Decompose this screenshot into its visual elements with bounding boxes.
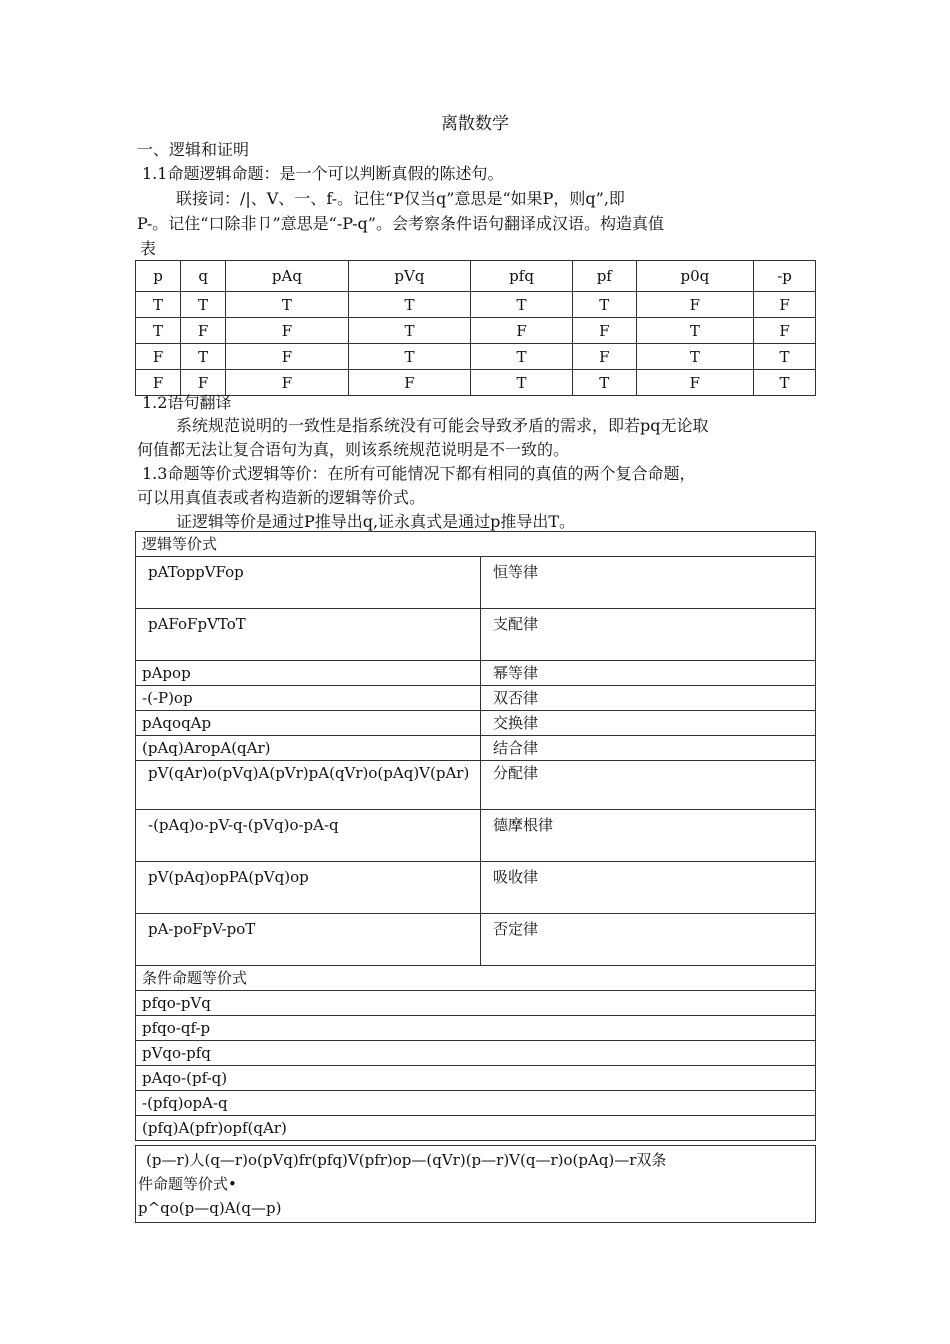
translation-line-1: 系统规范说明的一致性是指系统没有可能会导致矛盾的需求，即若pq无论取 <box>176 416 709 435</box>
equiv-row <box>136 609 816 661</box>
truth-table-cell: F <box>636 370 753 396</box>
truth-table-cell: T <box>572 370 636 396</box>
equiv-law: 恒等律 <box>481 557 816 609</box>
truth-table-cell: F <box>136 344 181 370</box>
truth-table-cell: F <box>471 318 573 344</box>
truth-table-header-cell: pfq <box>471 261 573 292</box>
equiv-formula: pAqoqAp <box>136 711 481 736</box>
cond-formula: pfqo-pVq <box>136 991 816 1016</box>
truth-table-header-cell: pf <box>572 261 636 292</box>
truth-table-cell: T <box>636 344 753 370</box>
bi-line-1: (p—r)人(q—r)o(pVq)fr(pfq)V(pfr)op—(qVr)(p—r)V(q—r)o(pAq)—r双条 <box>146 1151 667 1169</box>
equiv-formula: pV(pAq)opPA(pVq)op <box>136 862 481 914</box>
bi-line-2: 件命题等价式• <box>138 1175 237 1193</box>
equiv-law: 幂等律 <box>481 661 816 686</box>
equiv-formula: pAFoFpVToT <box>136 609 481 661</box>
equiv-formula: (pAq)AropA(qAr) <box>136 736 481 761</box>
truth-table-cell: T <box>754 370 816 396</box>
truth-table-cell: T <box>348 292 471 318</box>
equivalence-line-2: 可以用真值表或者构造新的逻辑等价式。 <box>137 488 426 507</box>
subsection-1-1: 1.1命题逻辑命题：是一个可以判断真假的陈述句。 <box>142 164 504 183</box>
truth-table-cell: T <box>136 318 181 344</box>
truth-table-cell: T <box>636 318 753 344</box>
equiv-formula: -(pAq)o-pV-q-(pVq)o-pA-q <box>136 810 481 862</box>
cond-row <box>136 1016 816 1041</box>
equiv-law: 结合律 <box>481 736 816 761</box>
equiv-row <box>136 557 816 609</box>
truth-table-cell: F <box>348 370 471 396</box>
equiv-row <box>136 914 816 966</box>
connectives-line-3: 表 <box>140 239 157 258</box>
connectives-line-1: 联接词：∕|、V、一、f-。记住“P仅当q”意思是“如果P，则q”,即 <box>176 189 625 208</box>
truth-table-cell: T <box>136 292 181 318</box>
equiv-law: 支配律 <box>481 609 816 661</box>
cond-formula: -(pfq)opA-q <box>136 1091 816 1116</box>
truth-table-cell: F <box>572 318 636 344</box>
truth-table-cell: T <box>754 344 816 370</box>
truth-table-cell: T <box>181 344 226 370</box>
equiv-law: 交换律 <box>481 711 816 736</box>
truth-table-cell: T <box>471 292 573 318</box>
cond-formula: pVqo-pfq <box>136 1041 816 1066</box>
truth-table-cell: T <box>348 318 471 344</box>
cond-header-row <box>136 966 816 991</box>
equivalence-line-3: 证逻辑等价是通过P推导出q,证永真式是通过p推导出T。 <box>176 512 576 531</box>
truth-table-header-cell: -p <box>754 261 816 292</box>
truth-table-header-cell: pAq <box>226 261 349 292</box>
equiv-formula: pV(qAr)o(pVq)A(pVr)pA(qVr)o(pAq)V(pAr) <box>136 761 481 810</box>
equiv-row <box>136 686 816 711</box>
equiv-row <box>136 761 816 810</box>
bi-line-3: p^qo(p—q)A(q—p) <box>138 1199 282 1217</box>
cond-formula: pfqo-qf-p <box>136 1016 816 1041</box>
equiv-law: 德摩根律 <box>481 810 816 862</box>
truth-table-cell: F <box>181 370 226 396</box>
equiv-row <box>136 862 816 914</box>
equiv-law: 否定律 <box>481 914 816 966</box>
truth-table-cell: T <box>226 292 349 318</box>
equiv-table-header-row <box>136 532 816 557</box>
equiv-table-header: 逻辑等价式 <box>136 532 816 557</box>
truth-table-cell: F <box>226 318 349 344</box>
equiv-formula: pA-poFpV-poT <box>136 914 481 966</box>
cond-row <box>136 1091 816 1116</box>
truth-table-cell: T <box>348 344 471 370</box>
equiv-law: 吸收律 <box>481 862 816 914</box>
truth-table-cell: F <box>636 292 753 318</box>
truth-table-cell: F <box>572 344 636 370</box>
equiv-law: 双否律 <box>481 686 816 711</box>
cond-row <box>136 991 816 1016</box>
cond-formula: (pfq)A(pfr)opf(qAr) <box>136 1116 816 1141</box>
subsection-1-3: 1.3命题等价式逻辑等价：在所有可能情况下都有相同的真值的两个复合命题， <box>142 464 696 483</box>
truth-table-row <box>136 370 816 396</box>
subsection-1-2: 1.2语句翻译 <box>142 393 232 412</box>
equiv-law: 分配律 <box>481 761 816 810</box>
truth-table-header-cell: q <box>181 261 226 292</box>
cond-equiv-header: 条件命题等价式 <box>136 966 816 991</box>
truth-table-cell: F <box>754 292 816 318</box>
equiv-row <box>136 711 816 736</box>
truth-table-cell: F <box>226 370 349 396</box>
truth-table-cell: T <box>572 292 636 318</box>
equiv-row <box>136 661 816 686</box>
truth-table-row <box>136 344 816 370</box>
truth-table-cell: T <box>181 292 226 318</box>
truth-table-cell: F <box>226 344 349 370</box>
translation-line-2: 何值都无法让复合语句为真，则该系统规范说明是不一致的。 <box>137 440 570 459</box>
truth-table-header-cell: pVq <box>348 261 471 292</box>
truth-table-row <box>136 292 816 318</box>
cond-row <box>136 1116 816 1141</box>
equiv-formula: pAToppVFop <box>136 557 481 609</box>
bi-row <box>136 1146 816 1223</box>
biconditional-table <box>135 1145 816 1223</box>
equiv-formula: -(-P)op <box>136 686 481 711</box>
bi-cell <box>136 1146 816 1223</box>
truth-table-cell: T <box>471 344 573 370</box>
equiv-row <box>136 736 816 761</box>
cond-row <box>136 1041 816 1066</box>
truth-table-cell: T <box>471 370 573 396</box>
cond-formula: pAqo-(pf-q) <box>136 1066 816 1091</box>
cond-row <box>136 1066 816 1091</box>
connectives-line-2: P-。记住“口除非卩”意思是“-P-q”。会考察条件语句翻译成汉语。构造真值 <box>137 214 664 233</box>
equiv-formula: pApop <box>136 661 481 686</box>
truth-table-cell: F <box>136 370 181 396</box>
truth-table-cell: F <box>181 318 226 344</box>
truth-table-cell: F <box>754 318 816 344</box>
truth-table-header-row <box>136 261 816 292</box>
equivalence-table <box>135 531 816 1141</box>
truth-table-row <box>136 318 816 344</box>
section-heading: 一、逻辑和证明 <box>137 140 250 159</box>
truth-table <box>135 260 816 396</box>
doc-title: 离散数学 <box>441 114 509 134</box>
truth-table-header-cell: p <box>136 261 181 292</box>
truth-table-header-cell: p0q <box>636 261 753 292</box>
equiv-row <box>136 810 816 862</box>
